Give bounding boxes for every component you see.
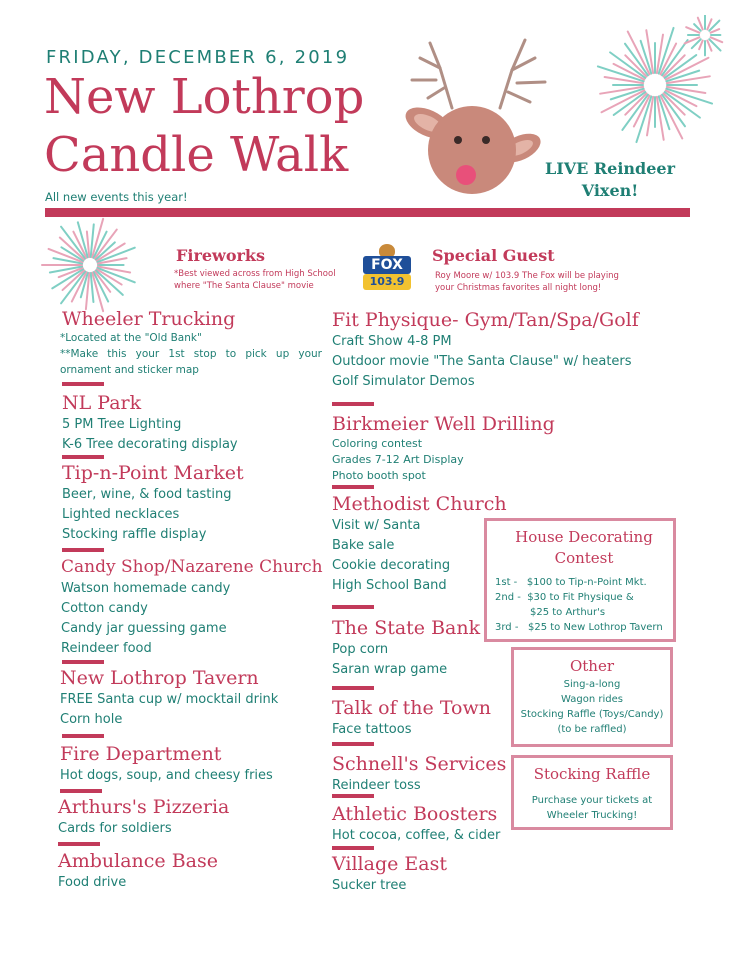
list-item: Photo booth spot xyxy=(332,469,426,482)
list-item: Reindeer toss xyxy=(332,778,421,793)
section-arthurs-pizzeria xyxy=(58,796,328,839)
list-item: Food drive xyxy=(58,875,127,890)
section-title: New Lothrop Tavern xyxy=(60,667,259,689)
section-candy-shop xyxy=(61,556,331,659)
list-item: Cotton candy xyxy=(61,601,148,616)
section-wheeler-trucking xyxy=(62,308,332,331)
wheeler-notes xyxy=(60,330,322,378)
list-item: Stocking raffle display xyxy=(62,527,207,542)
live-line-1: LIVE Reindeer xyxy=(544,159,676,178)
box-title: Stocking Raffle xyxy=(533,765,651,783)
list-item: FREE Santa cup w/ mocktail drink xyxy=(60,692,279,707)
section-divider xyxy=(332,686,374,690)
fireworks-note-1: *Best viewed across from High School xyxy=(174,269,336,279)
firework-burst-icon xyxy=(545,15,725,165)
box-title: Other xyxy=(569,657,615,675)
live-line-2: Vixen! xyxy=(581,181,639,200)
stocking-raffle-box xyxy=(511,755,673,830)
wheeler-note-1: *Located at the "Old Bank" xyxy=(60,332,202,344)
list-item: Sucker tree xyxy=(332,878,407,893)
section-divider xyxy=(332,742,374,746)
title-line-2: Candle Walk xyxy=(44,127,349,183)
box-title-line-2: Contest xyxy=(554,549,614,567)
section-divider xyxy=(62,734,104,738)
list-item: Craft Show 4-8 PM xyxy=(332,334,452,349)
section-title: Methodist Church xyxy=(332,493,507,515)
section-village-east xyxy=(332,853,602,896)
event-date: FRIDAY, DECEMBER 6, 2019 xyxy=(46,47,350,68)
special-guest-heading: Special Guest xyxy=(432,246,555,265)
live-reindeer-callout xyxy=(540,158,680,202)
special-guest-note-2: your Christmas favorites all night long! xyxy=(435,283,602,293)
list-item: Hot dogs, soup, and cheesy fries xyxy=(60,768,273,783)
section-divider xyxy=(62,548,104,552)
box-line: Wheeler Trucking! xyxy=(546,810,638,821)
list-item: Candy jar guessing game xyxy=(61,621,227,636)
list-item: Beer, wine, & food tasting xyxy=(62,487,232,502)
section-divider xyxy=(332,605,374,609)
section-new-lothrop-tavern xyxy=(60,667,330,730)
section-ambulance-base xyxy=(58,850,328,893)
box-line: (to be raffled) xyxy=(557,724,627,735)
section-divider xyxy=(332,485,374,489)
firework-ray xyxy=(699,41,703,50)
section-divider xyxy=(332,402,374,406)
section-title: Fire Department xyxy=(60,743,222,765)
box-line: Stocking Raffle (Toys/Candy) xyxy=(520,709,664,720)
section-divider xyxy=(60,789,102,793)
list-item: Hot cocoa, coffee, & cider xyxy=(332,828,501,843)
fox-logo-frequency: 103.9 xyxy=(363,274,411,290)
box-line: Wagon rides xyxy=(561,694,623,705)
box-line: $25 to Arthur's xyxy=(495,607,606,618)
fox-logo-word: FOX xyxy=(363,256,411,274)
wheeler-note-2: **Make this your 1st stop to pick up your ornament and sticker map xyxy=(60,348,322,376)
section-title: Candy Shop/Nazarene Church xyxy=(61,557,323,577)
tagline: All new events this year! xyxy=(45,190,188,204)
box-line: 2nd - $30 to Fit Physique & xyxy=(495,592,634,603)
title-line-1: New Lothrop xyxy=(44,69,365,125)
list-item: Reindeer food xyxy=(61,641,152,656)
section-title: Tip-n-Point Market xyxy=(62,462,244,484)
list-item: High School Band xyxy=(332,578,447,593)
section-title: Ambulance Base xyxy=(58,850,218,872)
section-divider xyxy=(62,455,104,459)
list-item: Coloring contest xyxy=(332,437,423,450)
box-title-line-1: House Decorating xyxy=(515,528,653,546)
section-title: Talk of the Town xyxy=(332,697,491,719)
section-divider xyxy=(332,846,374,850)
list-item: Lighted necklaces xyxy=(62,507,180,522)
list-item: Watson homemade candy xyxy=(61,581,231,596)
section-divider xyxy=(62,382,104,386)
section-title: The State Bank xyxy=(332,617,481,639)
section-divider xyxy=(58,842,100,846)
section-divider xyxy=(62,660,104,664)
section-title: Schnell's Services xyxy=(332,753,507,775)
fireworks-heading: Fireworks xyxy=(176,246,266,265)
box-line: Sing-a-long xyxy=(563,679,621,690)
list-item: Cards for soldiers xyxy=(58,821,172,836)
section-fire-department xyxy=(60,743,330,786)
box-line: 1st - $100 to Tip-n-Point Mkt. xyxy=(495,577,647,588)
section-title: Wheeler Trucking xyxy=(62,308,236,330)
firework-ray xyxy=(694,24,701,31)
section-title: Fit Physique- Gym/Tan/Spa/Golf xyxy=(332,309,639,331)
firework-ray xyxy=(711,29,720,33)
section-title: NL Park xyxy=(62,392,142,414)
list-item: Cookie decorating xyxy=(332,558,451,573)
section-title: Village East xyxy=(332,853,447,875)
section-tip-n-point xyxy=(62,462,332,545)
section-fit-physique xyxy=(332,309,662,392)
list-item: Golf Simulator Demos xyxy=(332,374,475,389)
fireworks-note-2: where "The Santa Clause" movie xyxy=(174,281,314,291)
list-item: K-6 Tree decorating display xyxy=(62,437,238,452)
list-item: Grades 7-12 Art Display xyxy=(332,453,464,466)
list-item: Bake sale xyxy=(332,538,395,553)
firework-burst-small-icon xyxy=(30,215,180,315)
box-line: 3rd - $25 to New Lothrop Tavern xyxy=(495,622,663,633)
list-item: Corn hole xyxy=(60,712,123,727)
section-title: Athletic Boosters xyxy=(332,803,498,825)
section-title: Arthurs's Pizzeria xyxy=(58,796,230,818)
reindeer-icon xyxy=(400,28,560,198)
fox-radio-logo-icon xyxy=(361,244,413,292)
list-item: Pop corn xyxy=(332,642,389,657)
section-nl-park xyxy=(62,392,332,455)
list-item: Outdoor movie "The Santa Clause" w/ heaters xyxy=(332,354,632,369)
list-item: 5 PM Tree Lighting xyxy=(62,417,182,432)
list-item: Saran wrap game xyxy=(332,662,448,677)
list-item: Face tattoos xyxy=(332,722,412,737)
house-decorating-contest-box xyxy=(484,518,676,642)
other-box xyxy=(511,647,673,747)
list-item: Visit w/ Santa xyxy=(332,518,421,533)
special-guest-note-1: Roy Moore w/ 103.9 The Fox will be playing xyxy=(435,271,619,281)
box-line: Purchase your tickets at xyxy=(531,795,653,806)
section-birkmeier-well-drilling xyxy=(332,413,602,484)
section-title: Birkmeier Well Drilling xyxy=(332,413,555,435)
section-divider xyxy=(332,794,374,798)
